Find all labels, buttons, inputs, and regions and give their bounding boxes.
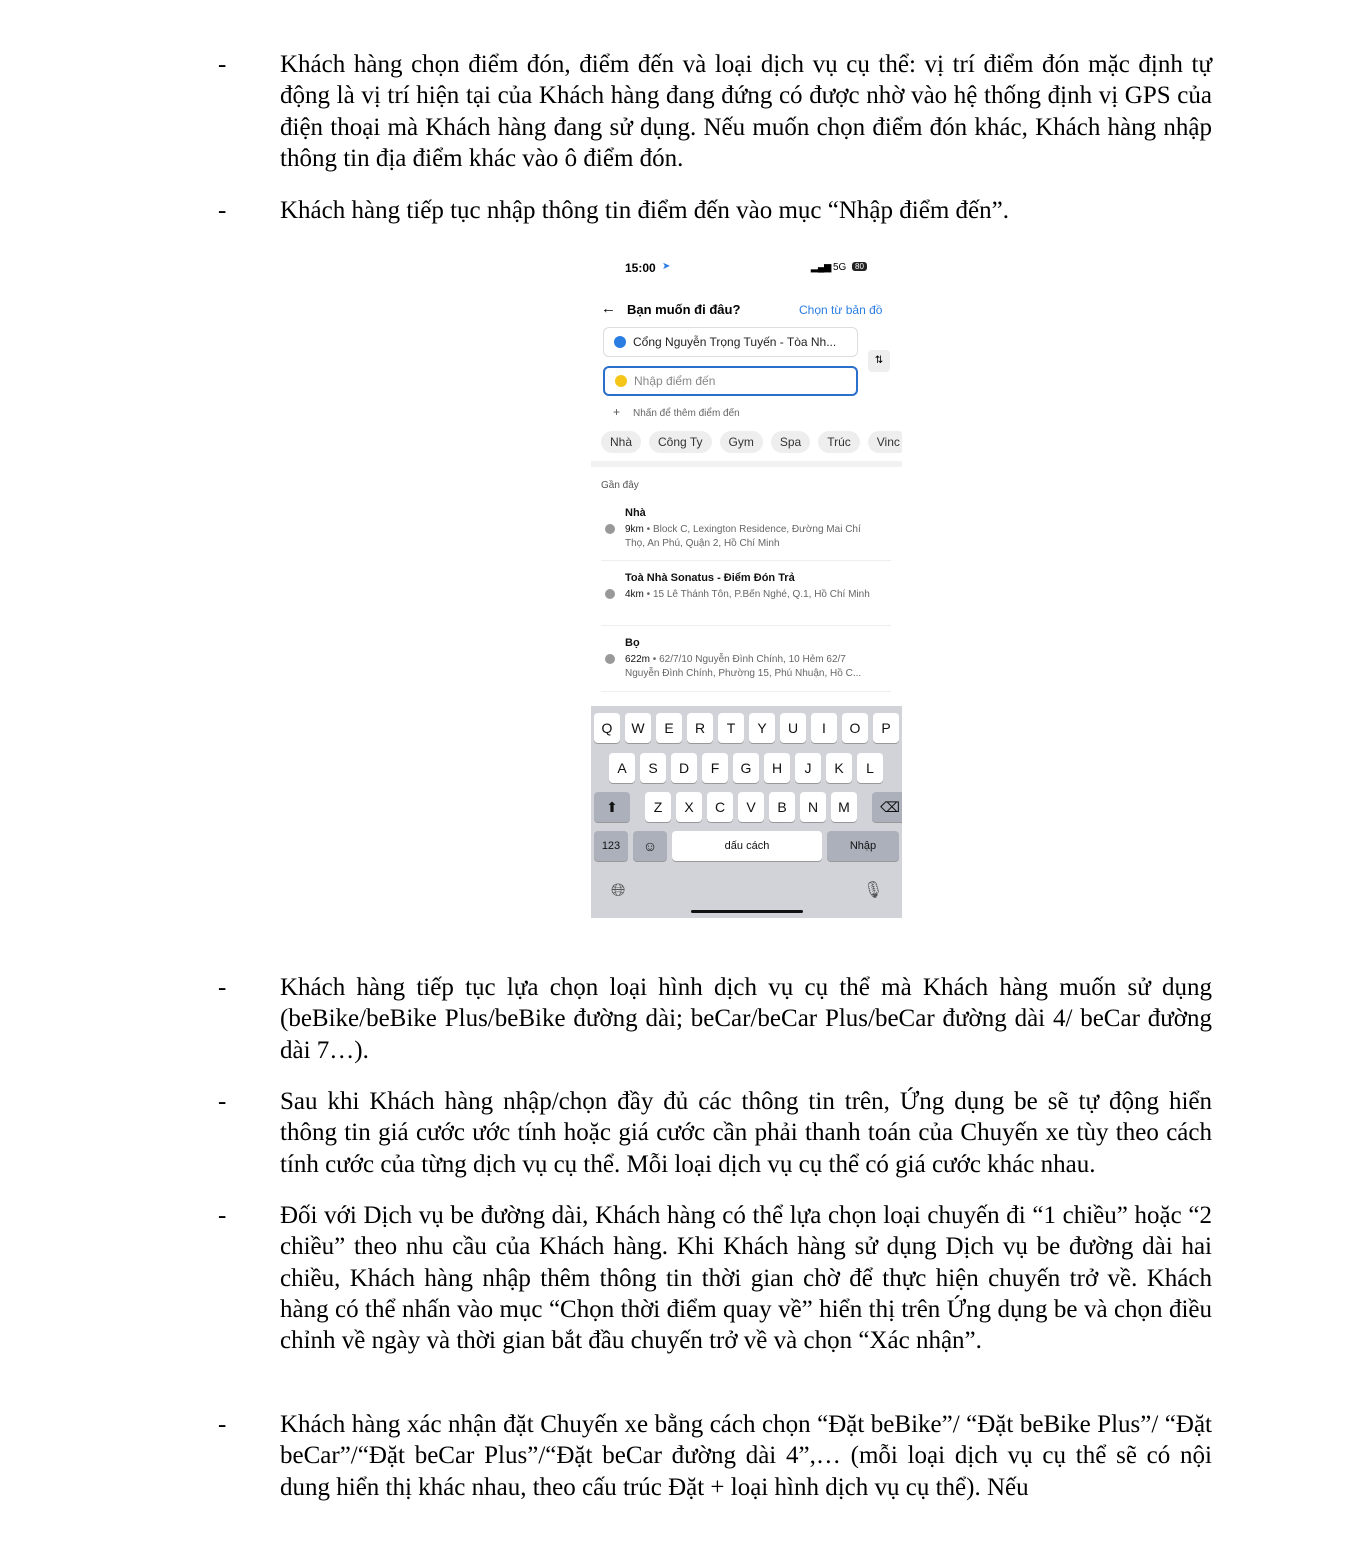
recent-label: Gần đây (601, 480, 639, 491)
key-row (594, 792, 902, 822)
letter-key[interactable]: M (831, 792, 857, 822)
letter-key[interactable]: R (687, 713, 713, 743)
letter-key[interactable]: F (702, 753, 728, 783)
bullet-dash: - (218, 1202, 227, 1229)
letter-key[interactable]: C (707, 792, 733, 822)
paragraph-text: Khách hàng xác nhận đặt Chuyến xe bằng cách chọn “Đặt beBike”/ “Đặt beBike Plus”/ “Đặt beCar”/“Đặt beCar Plus”/“Đặt beCar đường dài 4”,… (mỗi loại dịch vụ cụ thể sẽ có nội dung hiển thị khác nhau, theo cấu trúc Đặt + loại hình dịch vụ cụ thể). Nếu (280, 1411, 1212, 1501)
microphone-icon[interactable]: 🎙︎ (863, 882, 884, 899)
signal-icon: ▂▄▆ (811, 262, 832, 272)
letter-key[interactable]: B (769, 792, 795, 822)
paragraph-text: Khách hàng tiếp tục nhập thông tin điểm đến vào mục “Nhập điểm đến”. (280, 197, 1009, 224)
emoji-key[interactable]: ☺ (633, 831, 667, 861)
paragraph (218, 195, 1212, 226)
paragraph-text: Đối với Dịch vụ be đường dài, Khách hàng có thể lựa chọn loại chuyến đi “1 chiều” hoặc “2 chiều” theo nhu cầu của Khách hàng. Khi Khách hàng sử dụng Dịch vụ be đường dài hai chiều, Khách hàng nhập thêm thông tin thời gian chờ để thực hiện chuyến trở về. Khách hàng có thể nhấn vào mục “Chọn thời điểm quay về” hiển thị trên Ứng dụng be và chọn điều chỉnh về ngày và thời gian bắt đầu chuyến trở về và chọn “Xác nhận”. (280, 1202, 1212, 1355)
recent-distance: 622m (625, 654, 651, 665)
paragraph-text: Khách hàng chọn điểm đón, điểm đến và loại dịch vụ cụ thể: vị trí điểm đón mặc định tự động là vị trí hiện tại của Khách hàng đang đứng có được nhờ vào hệ thống định vị GPS của điện thoại mà Khách hàng đang sử dụng. Nếu muốn chọn điểm đón khác, Khách hàng nhập thông tin địa điểm khác vào ô điểm đón. (280, 51, 1212, 172)
space-key[interactable]: dấu cách (672, 831, 822, 861)
letter-key[interactable]: L (857, 753, 883, 783)
recent-address: Block C, Lexington Residence, Đường Mai Chí Thọ, An Phú, Quận 2, Hồ Chí Minh (625, 524, 861, 549)
key-row (609, 753, 883, 783)
letter-key[interactable]: N (800, 792, 826, 822)
network-label: 5G (833, 262, 847, 273)
pickup-value: Cổng Nguyễn Trọng Tuyến - Tòa Nh... (633, 335, 837, 349)
back-arrow-icon[interactable]: ← (601, 300, 616, 317)
battery-icon: 80 (852, 262, 867, 271)
enter-key[interactable]: Nhập (827, 831, 899, 861)
letter-key[interactable]: Y (749, 713, 775, 743)
paragraph (218, 972, 1212, 1066)
letter-key[interactable]: J (795, 753, 821, 783)
recent-item[interactable]: Bọ 622m • 62/7/10 Nguyễn Đình Chính, 10 Hẻm 62/7 Nguyễn Đình Chính, Phường 15, Phú Nhuận, Hồ C... (625, 636, 875, 681)
recent-name: Bọ (625, 637, 640, 649)
recent-distance: 4km (625, 589, 644, 600)
letter-key[interactable]: V (738, 792, 764, 822)
letter-key[interactable]: H (764, 753, 790, 783)
paragraph (218, 1409, 1212, 1503)
bullet-dash: - (218, 197, 227, 224)
bullet-dash: - (218, 51, 227, 78)
keyboard (591, 706, 902, 918)
pickup-input[interactable] (603, 327, 858, 357)
divider (591, 461, 902, 467)
globe-icon[interactable]: 🌐︎ (611, 880, 626, 900)
pin-icon (605, 589, 615, 599)
bullet-dash: - (218, 1411, 227, 1438)
pin-icon (605, 524, 615, 534)
recent-address: 62/7/10 Nguyễn Đình Chính, 10 Hẻm 62/7 Nguyễn Đình Chính, Phường 15, Phú Nhuận, Hồ C... (625, 654, 862, 679)
letter-key[interactable]: G (733, 753, 759, 783)
bullet-dash: - (218, 1088, 227, 1115)
swap-icon[interactable]: ⇅ (868, 350, 890, 372)
letter-key[interactable]: W (625, 713, 651, 743)
divider (601, 625, 891, 626)
saved-places-chips (601, 431, 902, 453)
letter-key[interactable]: P (873, 713, 899, 743)
letter-key[interactable]: E (656, 713, 682, 743)
choose-from-map-link[interactable]: Chọn từ bản đồ (799, 303, 883, 317)
status-time: 15:00 (625, 261, 656, 275)
destination-pin-icon (615, 375, 627, 387)
shift-key[interactable]: ⬆ (594, 792, 630, 822)
location-arrow-icon: ➤ (662, 261, 671, 272)
letter-key[interactable]: O (842, 713, 868, 743)
bullet-dash: - (218, 974, 227, 1001)
letter-key[interactable]: U (780, 713, 806, 743)
paragraph (218, 1200, 1212, 1356)
recent-name: Toà Nhà Sonatus - Điểm Đón Trả (625, 572, 795, 584)
app-screenshot (591, 250, 902, 918)
letter-key[interactable]: A (609, 753, 635, 783)
letter-key[interactable]: K (826, 753, 852, 783)
pickup-icon (614, 336, 626, 348)
chip[interactable]: Nhà (601, 431, 641, 453)
letter-key[interactable]: S (640, 753, 666, 783)
pin-icon (605, 654, 615, 664)
page-title: Bạn muốn đi đâu? (627, 302, 741, 317)
chip[interactable]: Công Ty (649, 431, 711, 453)
recent-item[interactable]: Nhà 9km • Block C, Lexington Residence, Đường Mai Chí Thọ, An Phú, Quận 2, Hồ Chí Minh (625, 506, 875, 551)
add-stop-link[interactable]: Nhấn để thêm điểm đến (633, 408, 740, 419)
backspace-key[interactable]: ⌫ (872, 792, 902, 822)
letter-key[interactable]: Z (645, 792, 671, 822)
paragraph-text: Sau khi Khách hàng nhập/chọn đầy đủ các thông tin trên, Ứng dụng be sẽ tự động hiển thông tin giá cước ước tính hoặc giá cước cần phải thanh toán của Chuyến xe tùy theo cách tính cước của từng dịch vụ cụ thể. Mỗi loại dịch vụ cụ thể có giá cước khác nhau. (280, 1088, 1212, 1178)
recent-name: Nhà (625, 507, 646, 519)
numbers-key[interactable]: 123 (594, 831, 628, 861)
divider (601, 560, 891, 561)
paragraph-text: Khách hàng tiếp tục lựa chọn loại hình dịch vụ cụ thể mà Khách hàng muốn sử dụng (beBike/beBike Plus/beBike đường dài; beCar/beCar Plus/beCar đường dài 4/ beCar đường dài 7…). (280, 974, 1212, 1064)
letter-keys (645, 792, 857, 822)
destination-input[interactable] (603, 366, 858, 396)
home-indicator (691, 910, 803, 913)
chip[interactable]: Vinc (868, 431, 902, 453)
plus-icon: + (613, 405, 621, 419)
chip[interactable]: Trúc (818, 431, 860, 453)
recent-address: 15 Lê Thánh Tôn, P.Bến Nghé, Q.1, Hồ Chí Minh (652, 589, 870, 600)
letter-key[interactable]: T (718, 713, 744, 743)
recent-item[interactable]: Toà Nhà Sonatus - Điểm Đón Trả 4km • 15 Lê Thánh Tôn, P.Bến Nghé, Q.1, Hồ Chí Minh (625, 571, 875, 602)
letter-key[interactable]: X (676, 792, 702, 822)
paragraph (218, 49, 1212, 174)
divider (601, 691, 891, 692)
destination-placeholder: Nhập điểm đến (634, 374, 716, 388)
letter-key[interactable]: Q (594, 713, 620, 743)
chip[interactable]: Spa (771, 431, 810, 453)
letter-key[interactable]: I (811, 713, 837, 743)
key-row (594, 713, 899, 743)
letter-key[interactable]: D (671, 753, 697, 783)
chip[interactable]: Gym (720, 431, 763, 453)
key-row (594, 831, 899, 861)
paragraph (218, 1086, 1212, 1180)
recent-distance: 9km (625, 524, 644, 535)
